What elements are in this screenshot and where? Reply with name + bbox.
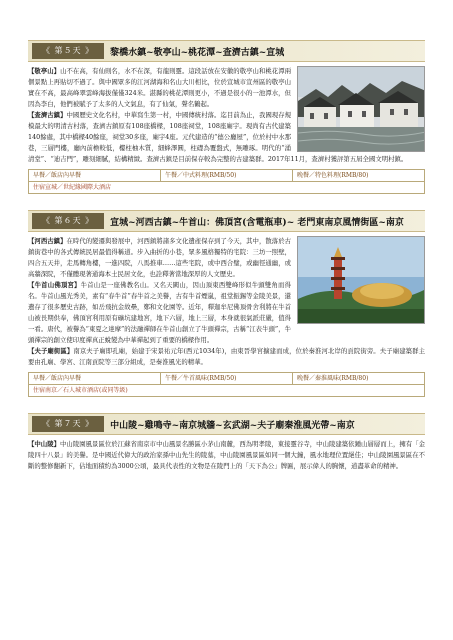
day5-text-jingtingshan: 山不在高，有仙則名，水不在深，有龍則靈。這段話放在安徽的敬亭山和桃花潭兩個景點上再貼切不過了。與中國眾多的江河湖海和名山大川相比，位於宣城市宣州區的敬亭山實在不高，最高峰翠雲峰海拔僅僅324米。湛縣的桃花潭則更小，不過是很小的一池潭水，但因為李白，他們被賦予了太多的人文氣息，有了仙氣，聲名鶴起。 [28, 67, 292, 108]
day6-dinner: 晚餐／秦淮風味(RMB/80) [297, 375, 369, 382]
day6-text-hexi: 在時代的變遷與發展中，河西鎮將諸多文化遺產保存到了今天，其中，散落於古鎮街巷中的各式傳統民居最值得稱道。步入曲折的小巷，眾多風格獨特的宅院：三坊一照壁，四合五天井，走馬轉角樓，一進四院，八馬推車……這些宅院，或中西合璧，或幽徑通幽，或高牆深院，不僅體現著通海本土民居文化，也詮釋著當地深厚的人文歷史。 [28, 237, 292, 278]
day6-text-niushoushan: 牛首山是一座佛教名山。又名天闕山，因山頂東西雙峰形似牛頭雙角而得名。牛首山風光秀美，素有“春牛首”春牛首之美譽，古有牛首煙嵐，祖堂振錫等金陵美景，還遺存了很多歷史古跡，如岳飛抗金故壘，鄭和文化園等。近年，釋迦牟尼佛頂骨舍利將在牛首山被長期供奉，佛頂宮利用原有礦坑建地宮，地下六層，地上三層，本身就很氣派莊嚴，值得一看。唐代，被譽為“東夏之達摩”的法融禪師在牛首山創立了牛頭禪宗，古稱“江表牛頭”，牛頭禪宗的創立使印度禪真正蛻變為中華禪起到了重要的橋樑作用。 [28, 281, 292, 344]
day6-section [28, 210, 425, 397]
day6-lunch: 午餐／牛首風味(RMB/50) [161, 373, 293, 384]
day6-header [28, 210, 425, 232]
day7-title: 中山陵~雞鳴寺~南京城牆~玄武湖~夫子廟秦淮風光帶~南京 [110, 420, 355, 431]
day6-title: 宣城~河西古鎮~牛首山：佛頂宮(含電瓶車)~ 老門東南京風情街區~南京 [110, 217, 404, 228]
day5-meals-row [28, 169, 425, 182]
day6-temple-photo [297, 236, 425, 324]
day7-tag-zhongshanling: 【中山陵】 [28, 440, 61, 448]
day5-tag-chaji: 【查濟古鎮】 [28, 111, 67, 119]
day5-tag-jingtingshan: 【敬亭山】 [28, 67, 61, 75]
day5-dinner: 晚餐／特色料理(RMB/80) [297, 172, 369, 179]
day7-section [28, 413, 425, 472]
day6-tag-fuzimiao: 【夫子廟街區】 [28, 347, 74, 355]
day5-section [28, 40, 425, 194]
day5-hotel: 住宿宣城／世紀緣國際大酒店 [28, 182, 425, 194]
day6-tag-niushoushan: 【牛首山佛頂宮】 [28, 281, 81, 289]
day6-badge: 《 第６天 》 [32, 213, 104, 229]
day5-header [28, 40, 425, 62]
day7-header [28, 413, 425, 435]
day6-paragraph-fuzimiao [28, 346, 425, 368]
day7-paragraph-zhongshanling [28, 439, 425, 472]
day6-hotel: 住宿南京／石人城市酒店(或同等級) [28, 385, 425, 397]
day6-meals-row [28, 372, 425, 385]
day6-text-fuzimiao: 南京夫子廟即孔廟，始建于宋景祐元年(西元1034年)，由東晉學宮擴建而成，位於秦淮河北岸的貢院街旁。夫子廟建築群主要由孔廟、學宮、江南貢院等三部分組成，是秦淮風光的精華。 [28, 347, 426, 366]
day5-title: 黎橋水鎮~敬亭山~桃花潭~查濟古鎮~宣城 [110, 47, 285, 58]
day6-breakfast: 早餐／飯店內早餐 [29, 373, 161, 384]
day7-text-zhongshanling: 中山陵園風景區位於江蘇省南京市中山風景名勝區小茅山南麓，西為明孝陵，東接靈谷寺，中山陵建築依鍾山層層而上，擁有「金陵四十八景」的美譽。是中國近代偉大的政治家孫中山先生的陵墓，中山陵園風景區如同一個大鐘，風水地理位置絕佳；中山陵園風景區在不斷的整修翻新下，佔地面積約為3000公頃，最具代表性的文物是在陵門上的「天下為公」牌匾，展示偉人的胸懷，道盡革命的精神。 [28, 440, 426, 470]
day6-tag-hexi: 【河西古鎮】 [28, 237, 67, 245]
day5-badge: 《 第５天 》 [32, 43, 104, 59]
day5-breakfast: 早餐／飯店內早餐 [29, 170, 161, 181]
day5-village-photo [297, 66, 425, 152]
day5-text-chaji: 中國歷史文化名村，中華寫生第一村，中國傳統村落。迄目前為止，我國現存規模最大的明清古村落，查濟古鎮原有108座橋樑，108座祠堂，108座廟宇。現尚有古代建築140餘處，其中橋樑40餘座，祠堂30多座，廟宇4座。元代建造的“德公廳屋”，位於村中水那巷，三層門樓，廳內前檐較低，樓柱柚木質，細蜂澤圓，柱礎為覆盤式，無雕琢。明代的“涌清堂”、“迪吉門”，雕刻細膩，結構精緻。查濟古鎮是目前保存較為完整的古建築群。2017年11月，查濟村獲評第五屆全國文明村鎮。 [28, 111, 408, 163]
day5-lunch: 午餐／中式料理(RMB/50) [161, 170, 293, 181]
day7-badge: 《 第７天 》 [32, 416, 104, 432]
